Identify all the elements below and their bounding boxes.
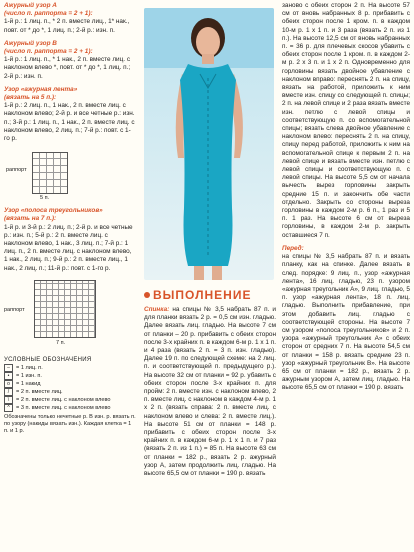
middle-column <box>140 0 278 552</box>
right-column <box>278 0 414 552</box>
pattern-b-subtitle: (число п. раппорта = 2 + 1): <box>4 48 93 56</box>
front-text: на спицы № 3,5 набрать 87 п. и вязать планку, как на спинке. Далее вязать в след. порядке: 9 лиц. п., узор «ажурная лента», 16 лиц. гладью, 23 п. узором «ажурная треугольник А», 9 лиц. гладью, 5 п. узор «ажурная лента», 18 п. лиц. гладью. Выполнить прибавление, при этом добавить лиц. гладью с соответствующей стороны. На высоте 7 см узором «полоса треугольников» и 2 п. узора «ажурный треугольник А» с обеих сторон от средних 7 п. На высоте 54,5 см от планки = 158 р. вязать средние 23 п. узор «ажурный треугольник В». На высоте 65 см от планки = 182 р., вязать 2 р. ажурным узором А, затем лиц. гладью. На высоте 65,5 см от планки = 190 р. вязать <box>282 253 410 392</box>
bullet-icon <box>144 292 150 298</box>
legend-label: = 1 лиц. п. <box>16 364 43 371</box>
lace-pattern-subtitle: (вязать на 5 п.): <box>4 94 57 102</box>
stripe-chart <box>4 278 136 350</box>
lace-pattern-title: Узор «ажурная лента» <box>4 85 78 93</box>
legend-note: Обозначены только нечетные р. В изн. р. вязать п. по узору (накиды вязать изн.). Каждая клетка = 1 п. и 1 р. <box>4 414 136 435</box>
lace-chart-repeat-label: раппорт <box>6 167 27 174</box>
legend-label: = 2 п. вместе лиц. <box>16 388 63 395</box>
legend-item <box>4 404 136 412</box>
pattern-a-title: Ажурный узор А <box>4 2 57 9</box>
legend-symbol-icon: ^ <box>4 404 13 412</box>
legend-label: = 1 накид <box>16 380 41 387</box>
legend-label: = 1 изн. п. <box>16 372 42 379</box>
stripe-chart-repeat-label: раппорт <box>4 306 25 313</box>
legend-symbol-icon: o <box>4 380 13 388</box>
stripe-chart-width-label: 7 п. <box>56 339 66 346</box>
section-heading <box>144 286 274 304</box>
pattern-a-text: 1-й р.: 1 лиц. п., * 2 п. вместе лиц., 1* нак., повт. от * до *, 1 лиц. п.; 2-й р.: изн. п. <box>4 18 130 34</box>
pattern-b-text: 1-й р.: 1 лиц. п., * 1 нак., 2 п. вместе лиц. с наклоном влево *, повт. от * до *, 1 лиц. п.; 2-й р.: изн. п. <box>4 56 131 80</box>
legend-symbol-icon: / <box>4 388 13 396</box>
pattern-b-title: Ажурный узор В <box>4 39 57 47</box>
stripe-pattern-subtitle: (вязать на 7 п.): <box>4 215 57 223</box>
lace-pattern-text: 1-й р.: 2 лиц. п., 1 нак., 2 п. вместе лиц. с наклоном влево; 2-й р. и все четные р.: изн. п.; 3-й р.: 1 лиц. п., 1 нак., 2 п. вместе лиц. с наклоном влево, 2 лиц. п.; 7-й р.: повт. с 1-го р. <box>4 102 135 143</box>
stripe-chart-grid <box>34 280 96 338</box>
lace-chart-grid <box>32 152 68 194</box>
model-photo <box>144 8 274 280</box>
legend-item <box>4 372 136 380</box>
back-text: на спицы № 3,5 набрать 87 п. и для планки вязать 2 р. = 0,5 см изн. гладью. Далее вязать лиц. гладью. На высоте 7 см от планки – 20 р. прибавить с обеих сторон после 3-х крайних п. в каждом 6-м р. 1 х 1 п. и 4 раза (вязать 2 п. = 3 п. изн. гладью). Далее 19 п. по следующей схеме: на 2 лиц. п. и соответствующей п. предыдущего р.). На высоте 32 см от планки = 92 р. убавить с обеих сторон после 3-х крайних п. для пройм: 2 п. вместе изн. с наклоном влево, 2 п. вместе лиц. с наклоном в каждом 4-м р. 1 х 2 п. (вязать справа: 2 п. вместе лиц. с наклоном влево и слева: 2 п. вместе лиц.). На высоте 51 см от планки = 148 р. прибавить с обеих сторон после 3-х крайних п. в каждом 6-м р. 1 х 1 п. и 7 раз (вязать 2 п. из 1 п.) = 85 п. На высоте 63 см от планки = 182 р., вязать 2 р. ажурный узор А, затем продолжить лиц. гладью. На высоте 65,5 см от планки = 190 р. вязать <box>144 306 276 478</box>
pattern-a-subtitle: (число п. раппорта = 2 + 1): <box>4 10 93 18</box>
stripe-pattern-title: Узор «полоса треугольников» <box>4 207 103 215</box>
lace-chart-width-label: 5 п. <box>40 195 50 202</box>
legend-item <box>4 380 136 388</box>
back-title: Спинка: <box>144 306 170 313</box>
legend <box>4 364 136 412</box>
legend-label: = 3 п. вместе лиц. с наклоном влево <box>16 404 111 411</box>
legend-title: УСЛОВНЫЕ ОБОЗНАЧЕНИЯ <box>4 356 92 363</box>
legend-item <box>4 364 136 372</box>
dress-photo-image <box>144 8 274 280</box>
legend-symbol-icon: \ <box>4 396 13 404</box>
lace-chart <box>4 148 136 202</box>
stripe-pattern-text: 1-й р. и 3-й р.: 2 лиц. п.; 2-й р. и все четные р.: изн. п.; 5-й р.: 2 п. вместе лиц. с наклоном влево, 1 нак., 3 лиц. п.; 7-й р.: 1 лиц. п., 2 п. вместе лиц. с наклоном влево, 1 нак., 2 лиц. п.; 9-й р.: 2 п. вместе лиц., 1 нак., 2 лиц. п.; 11-й р.: повт. с 1-го р. <box>4 223 133 272</box>
left-column <box>0 0 140 552</box>
legend-item <box>4 388 136 396</box>
front-title: Перед: <box>282 244 304 252</box>
section-heading-label: ВЫПОЛНЕНИЕ <box>153 288 252 302</box>
legend-item <box>4 396 136 404</box>
legend-label: = 2 п. вместе лиц. с наклоном влево <box>16 396 111 403</box>
legend-symbol-icon: • <box>4 372 13 380</box>
legend-symbol-icon: – <box>4 364 13 372</box>
right-top-text: заново с обеих сторон 2 п. На высоте 57 см от вновь набранных 8 р. прибавить с обеих сторон после 1 кром. п. в каждом 10-м р. 1 х 1 п. и 3 раза (вязать 2 п. из 1 п.). На высоте 12,5 см от вновь набранных п. = 36 р. для плечевых скосов убавить с обеих сторон после 1 кром. п. в каждом 2-м р. 2 х 3 п. и 1 х 2 п. Одновременно для горловины вязать двойное убавление с наклоном вправо: переснять 2 п. на спицу, вязать на работой, приложить к ним вместе изн. спицу со следующей п. спицы; 2 п. на левой спице и 2 раза вязать вместе изн. петлю с левой спицы и соответствующую п. со вспомогательной спицы; вязать слева двойное убавление с наклоном влево: переснять 2 п. на спицу, спицу перед работой, приложить к ним на вспомогательной спице к первым 2 п. на левой спице и вязать вместе изн. петлю с левой спицы и соответствующую п. с левой спицы. На высоте 5,5 см от начала вычесть вырез горловины закрыть средние 15 п. и закончить обе части отдельно. Закрыть со стороны выреза горловины в каждом 2-м р. 6 п., 1 раз и 5 п. 1 раз. На высоте 6 см от выреза горловины, в каждом 2-м р. закрыть оставшиеся 7 п. <box>282 2 410 239</box>
back-instructions <box>144 306 276 478</box>
